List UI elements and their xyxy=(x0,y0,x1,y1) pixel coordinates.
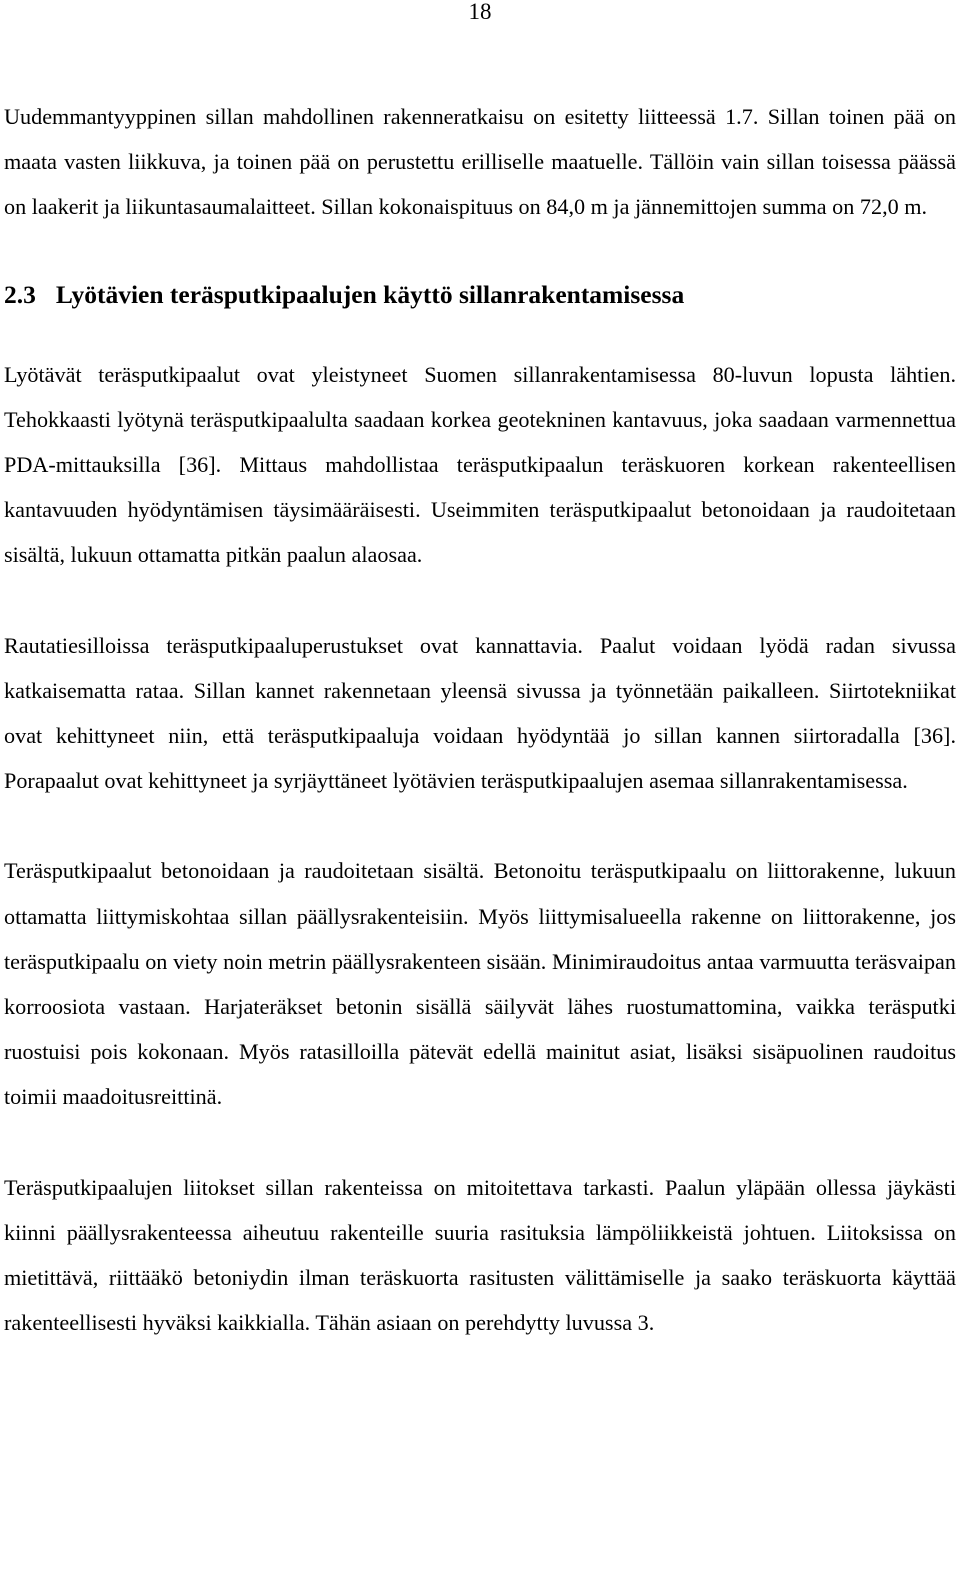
paragraph-railway-bridges: Rautatiesilloissa teräsputkipaaluperustukset ovat kannattavia. Paalut voidaan lyödä radan sivussa katkaisematta rataa. Sillan kannet rakennetaan yleensä sivussa ja työnnetään paikalleen. Siirtotekniikat ovat kehittyneet niin, että teräsputkipaaluja voidaan hyödyntää jo sillan kannen siirtoradalla [36]. Porapaalut ovat kehittyneet ja syrjäyttäneet lyötävien teräsputkipaalujen asemaa sillanrakentamisessa. xyxy=(4,632,956,794)
paragraph-concrete-filling: Teräsputkipaalut betonoidaan ja raudoitetaan sisältä. Betonoitu teräsputkipaalu on liittorakenne, lukuun ottamatta liittymiskohtaa sillan päällysrakenteisiin. Myös liittymisalueella rakenne on liittorakenne, jos teräsputkipaalu on viety noin metrin päällysrakenteen sisään. Minimiraudoitus antaa varmuutta teräsvaipan korroosiota vastaan. Harjateräkset betonin sisällä säilyvät lähes ruostumattomina, vaikka teräsputki ruostuisi pois kokonaan. Myös ratasilloilla pätevät edellä mainitut asiat, lisäksi sisäpuolinen raudoitus toimii maadoitusreittinä. xyxy=(4,858,956,1110)
document-body xyxy=(4,94,956,1345)
section-title: Lyötävien teräsputkipaalujen käyttö sillanrakentamisessa xyxy=(55,279,685,309)
section-number: 2.3 xyxy=(4,279,36,309)
page-number: 18 xyxy=(468,0,492,24)
section-heading xyxy=(4,272,956,317)
paragraph-joints: Teräsputkipaalujen liitokset sillan rakenteissa on mitoitettava tarkasti. Paalun yläpään ollessa jäykästi kiinni päällysrakenteessa aiheutuu rakenteille suuria rasituksia lämpöliikkeistä johtuen. Liitoksissa on mietittävä, riittääkö betoniydin ilman teräskuorta rasitusten välittämiselle ja saako teräskuorta käyttää rakenteellisesti hyväksi kaikkialla. Tähän asiaan on perehdytty luvussa 3. xyxy=(4,1174,956,1336)
paragraph-intro: Uudemmantyyppinen sillan mahdollinen rakenneratkaisu on esitetty liitteessä 1.7. Sillan toinen pää on maata vasten liikkuva, ja toinen pää on perustettu erilliselle maatuelle. Tällöin vain sillan toisessa päässä on laakerit ja liikuntasaumalaitteet. Sillan kokonaispituus on 84,0 m ja jännemittojen summa on 72,0 m. xyxy=(4,104,956,220)
paragraph-driven-piles: Lyötävät teräsputkipaalut ovat yleistyneet Suomen sillanrakentamisessa 80-luvun lopusta lähtien. Tehokkaasti lyötynä teräsputkipaalulta saadaan korkea geotekninen kantavuus, joka saadaan varmennettua PDA-mittauksilla [36]. Mittaus mahdollistaa teräsputkipaalun teräskuoren korkean rakenteellisen kantavuuden hyödyntämisen täysimääräisesti. Useimmiten teräsputkipaalut betonoidaan ja raudoitetaan sisältä, lukuun ottamatta pitkän paalun alaosaa. xyxy=(4,361,956,568)
